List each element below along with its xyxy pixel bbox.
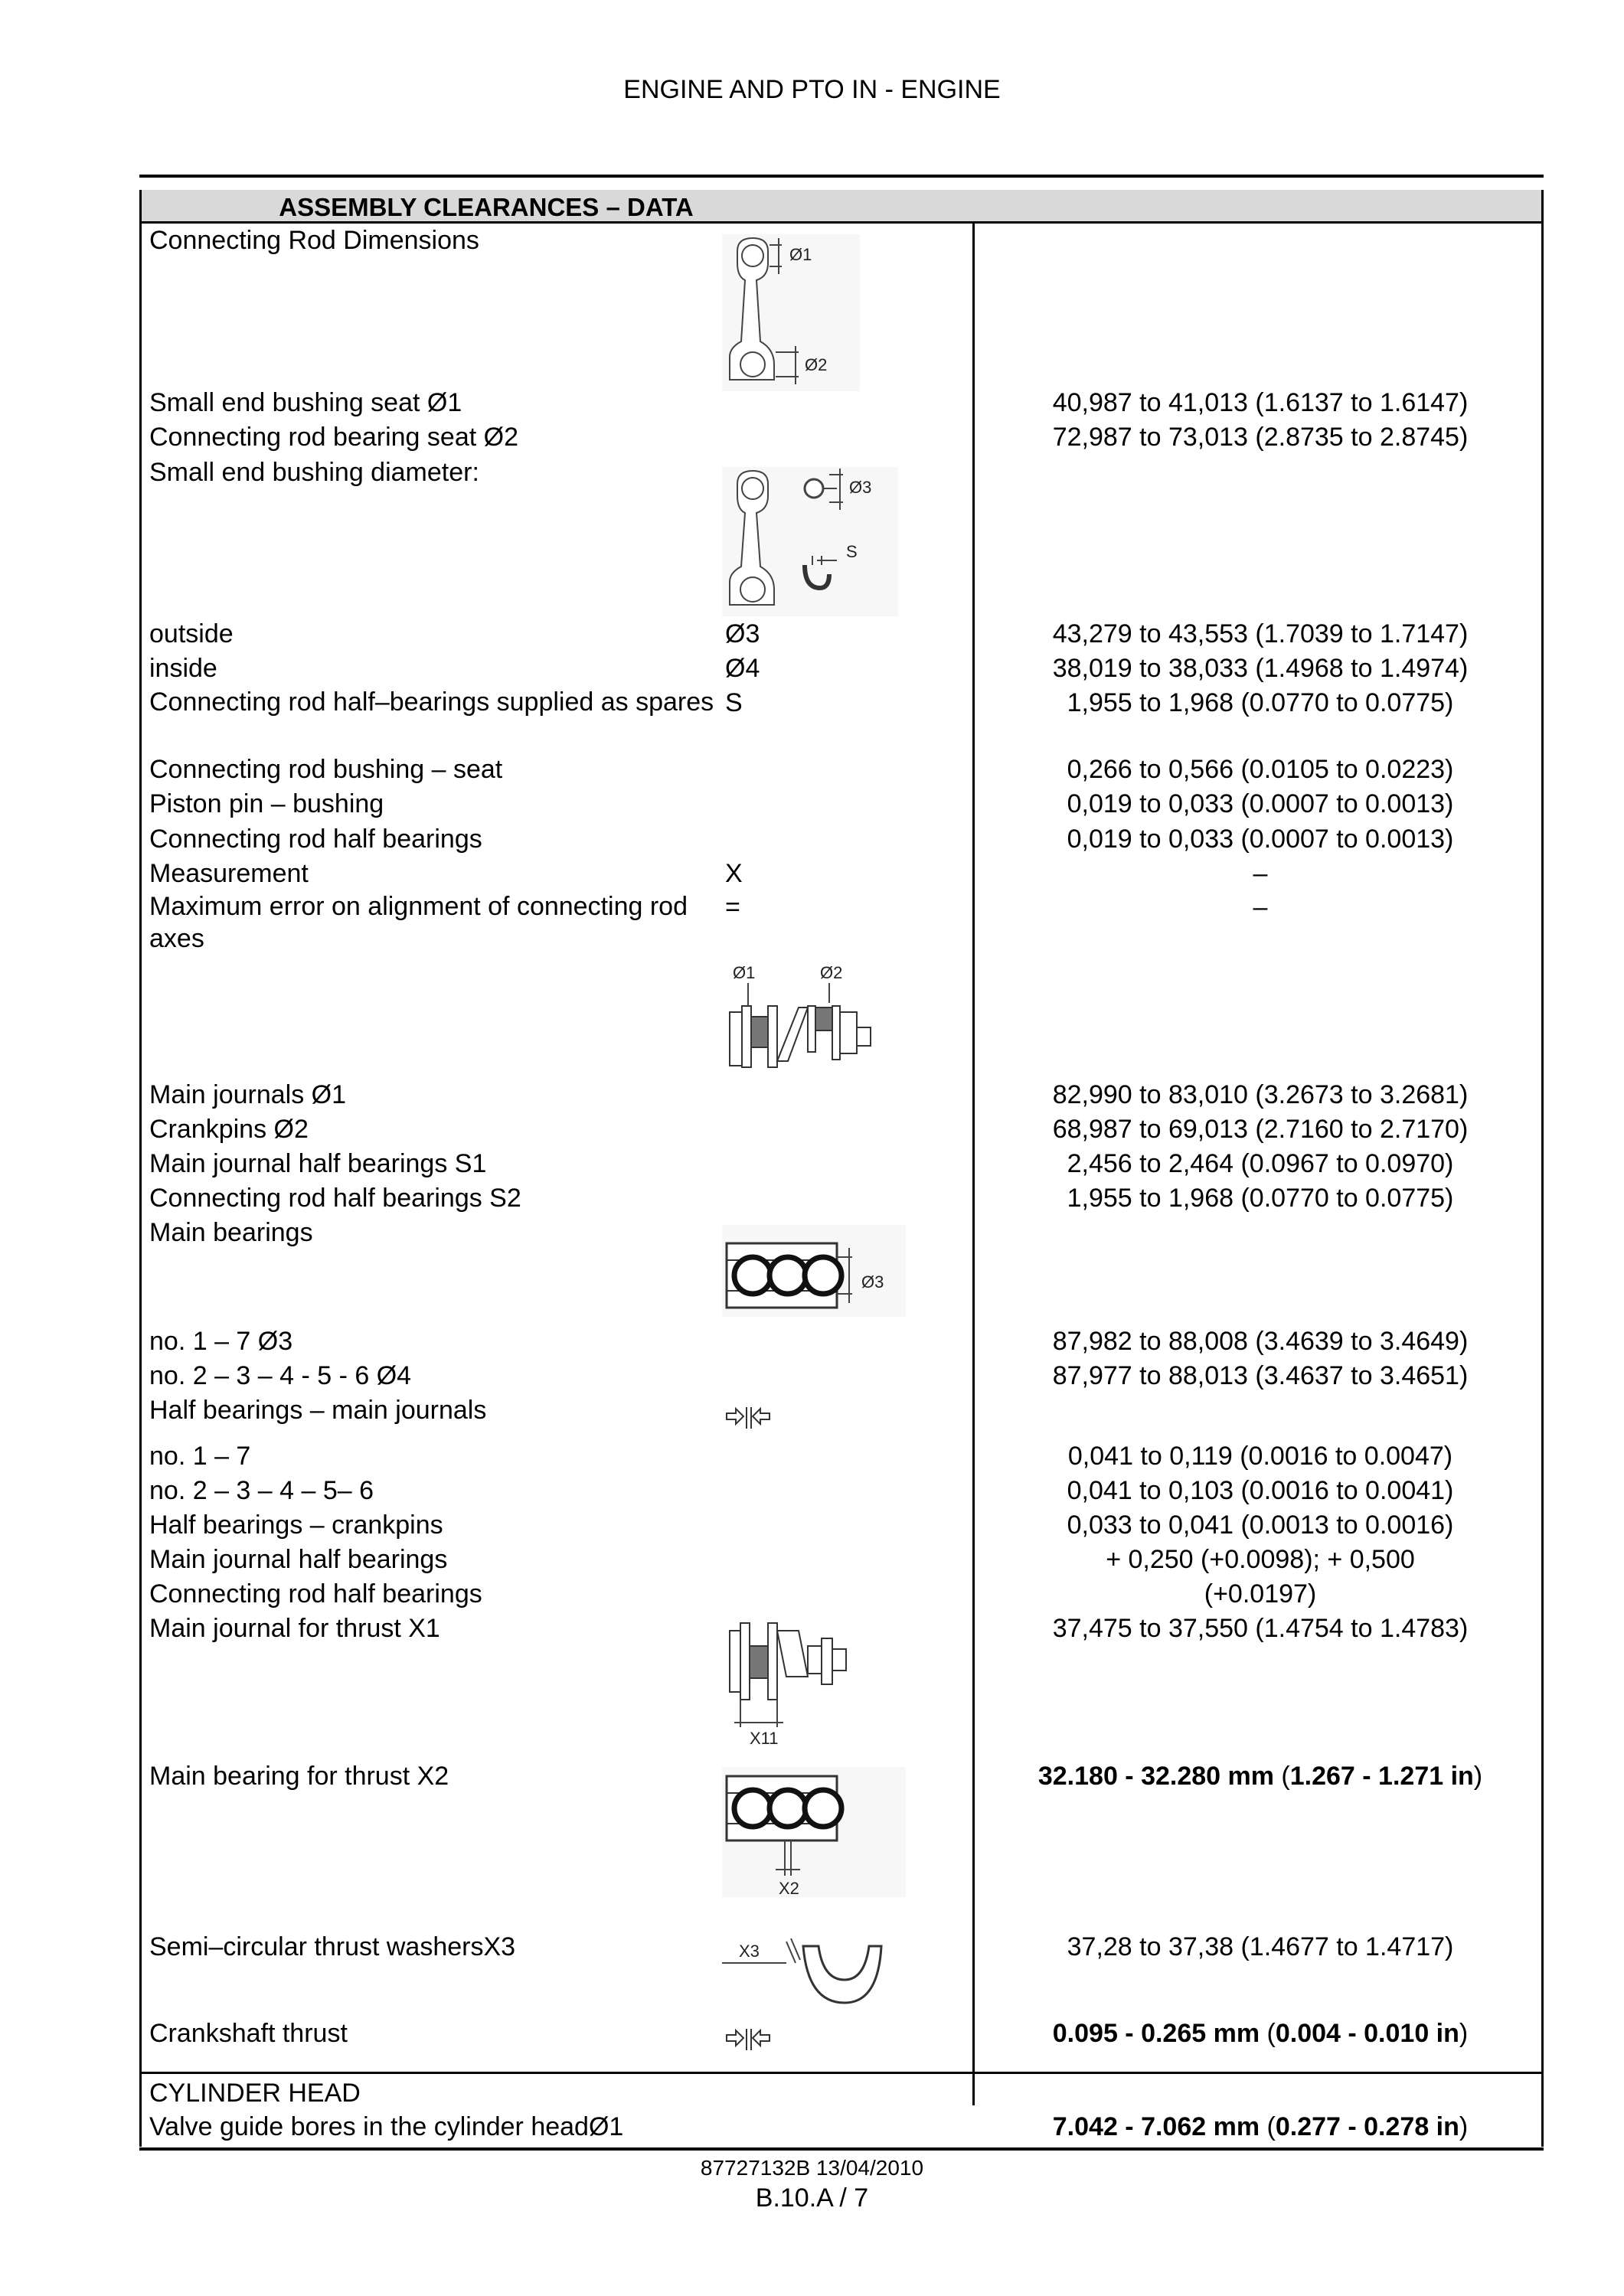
row-label: no. 1 – 7 Ø3 xyxy=(149,1327,293,1356)
row-label: Connecting rod half bearings xyxy=(149,1579,482,1609)
row-value: (+0.0197) xyxy=(1204,1579,1317,1609)
section-divider xyxy=(142,2072,1541,2074)
row-value: 0,041 to 0,119 (0.0016 to 0.0047) xyxy=(1067,1442,1453,1471)
row-value: 38,019 to 38,033 (1.4968 to 1.4974) xyxy=(1052,654,1469,683)
row-value: 0,033 to 0,041 (0.0013 to 0.0016) xyxy=(1067,1511,1454,1540)
row-value: 40,987 to 41,013 (1.6137 to 1.6147) xyxy=(1052,388,1469,417)
row-value: 2,456 to 2,464 (0.0967 to 0.0970) xyxy=(1067,1149,1454,1178)
row-value: 32.180 - 32.280 mm (1.267 - 1.271 in) xyxy=(1037,1762,1483,1791)
row-value: 7.042 - 7.062 mm (0.277 - 0.278 in) xyxy=(1052,2112,1469,2141)
row-label: Small end bushing diameter: xyxy=(149,458,479,487)
row-label: Connecting rod half–bearings supplied as spares xyxy=(149,687,714,717)
row-symbol: Ø3 xyxy=(725,619,760,648)
row-label: Connecting rod bearing seat Ø2 xyxy=(149,423,518,452)
row-label: Piston pin – bushing xyxy=(149,789,384,818)
figure-label: Ø2 xyxy=(805,355,828,374)
row-label: Connecting rod bushing – seat xyxy=(149,755,503,784)
table-title: ASSEMBLY CLEARANCES – DATA xyxy=(279,193,694,221)
row-label: Valve guide bores in the cylinder headØ1 xyxy=(149,2112,624,2141)
row-value: 1,955 to 1,968 (0.0770 to 0.0775) xyxy=(1067,688,1454,717)
header-rule xyxy=(139,175,1544,178)
row-label: Crankshaft thrust xyxy=(149,2019,348,2048)
row-value: 37,28 to 37,38 (1.4677 to 1.4717) xyxy=(1067,1932,1454,1961)
row-label: Small end bushing seat Ø1 xyxy=(149,388,462,417)
row-label: outside xyxy=(149,619,234,648)
row-label: Main journal half bearings S1 xyxy=(149,1149,487,1178)
row-value: 0.095 - 0.265 mm (0.004 - 0.010 in) xyxy=(1052,2019,1469,2048)
row-label: Measurement xyxy=(149,859,309,888)
connecting-rod-diagram xyxy=(722,234,860,391)
row-label: Semi–circular thrust washersX3 xyxy=(149,1932,516,1961)
row-value: 0,019 to 0,033 (0.0007 to 0.0013) xyxy=(1067,789,1454,818)
row-value: 0,019 to 0,033 (0.0007 to 0.0013) xyxy=(1067,825,1454,854)
row-label: Main bearing for thrust X2 xyxy=(149,1762,449,1791)
page-number: B.10.A / 7 xyxy=(755,2183,869,2213)
row-symbol: = xyxy=(725,893,740,922)
row-value: 1,955 to 1,968 (0.0770 to 0.0775) xyxy=(1067,1184,1454,1213)
thrust-washer-diagram xyxy=(722,1934,906,2018)
row-value: 68,987 to 69,013 (2.7160 to 2.7170) xyxy=(1052,1115,1469,1144)
row-label: Main journal half bearings xyxy=(149,1545,448,1574)
row-value: – xyxy=(1253,893,1268,922)
figure-label: X2 xyxy=(779,1879,799,1897)
clearance-icon xyxy=(725,1406,771,1430)
main-bearings-diagram xyxy=(722,1225,906,1317)
row-value: 87,977 to 88,013 (3.4637 to 3.4651) xyxy=(1052,1361,1469,1390)
figure-label: Ø1 xyxy=(789,245,812,264)
row-value: – xyxy=(1253,859,1268,888)
figure-label: X3 xyxy=(739,1942,760,1961)
row-label: Maximum error on alignment of connecting rod axes xyxy=(149,892,688,953)
row-value: 37,475 to 37,550 (1.4754 to 1.4783) xyxy=(1052,1614,1469,1643)
figure-label: Ø1 xyxy=(733,963,756,982)
assembly-clearances-table xyxy=(139,190,1544,2147)
figure-label: Ø3 xyxy=(861,1272,884,1292)
row-label: Main bearings xyxy=(149,1218,313,1247)
row-symbol: X xyxy=(725,859,743,888)
row-value: 87,982 to 88,008 (3.4639 to 3.4649) xyxy=(1052,1327,1469,1356)
footer-rule xyxy=(139,2147,1544,2151)
row-label: Connecting Rod Dimensions xyxy=(149,226,479,255)
crankshaft-journals-diagram xyxy=(722,962,906,1069)
row-label: Half bearings – crankpins xyxy=(149,1511,443,1540)
row-value: 0,041 to 0,103 (0.0016 to 0.0041) xyxy=(1067,1476,1454,1505)
row-symbol: Ø4 xyxy=(725,654,760,683)
document-code: 87727132B 13/04/2010 xyxy=(700,2156,924,2180)
thrust-journal-diagram xyxy=(722,1615,906,1746)
figure-label: Ø2 xyxy=(820,963,843,982)
row-value: 72,987 to 73,013 (2.8735 to 2.8745) xyxy=(1052,423,1469,452)
row-label: Connecting rod half bearings xyxy=(149,825,482,854)
row-value: 0,266 to 0,566 (0.0105 to 0.0223) xyxy=(1067,755,1454,784)
table-title-band xyxy=(142,190,1541,224)
figure-label: S xyxy=(846,542,858,561)
thrust-bearing-diagram xyxy=(722,1767,906,1897)
bushing-diagram xyxy=(722,467,898,616)
row-symbol: S xyxy=(725,688,743,717)
figure-label: X11 xyxy=(750,1729,779,1746)
row-label: Crankpins Ø2 xyxy=(149,1115,309,1144)
row-value: + 0,250 (+0.0098); + 0,500 xyxy=(1106,1545,1415,1574)
row-label: no. 2 – 3 – 4 – 5– 6 xyxy=(149,1476,374,1505)
row-label: Main journal for thrust X1 xyxy=(149,1614,440,1643)
page-header-title: ENGINE AND PTO IN - ENGINE xyxy=(623,75,1001,104)
clearance-icon xyxy=(725,2027,771,2052)
row-label: Connecting rod half bearings S2 xyxy=(149,1184,521,1213)
row-label: Main journals Ø1 xyxy=(149,1080,347,1109)
row-label: inside xyxy=(149,654,217,683)
row-value: 43,279 to 43,553 (1.7039 to 1.7147) xyxy=(1052,619,1469,648)
row-label: no. 1 – 7 xyxy=(149,1442,251,1471)
row-label: no. 2 – 3 – 4 - 5 - 6 Ø4 xyxy=(149,1361,412,1390)
row-label: Half bearings – main journals xyxy=(149,1396,487,1425)
figure-label: Ø3 xyxy=(849,478,872,497)
row-value: 82,990 to 83,010 (3.2673 to 3.2681) xyxy=(1052,1080,1469,1109)
section-heading: CYLINDER HEAD xyxy=(149,2079,361,2108)
